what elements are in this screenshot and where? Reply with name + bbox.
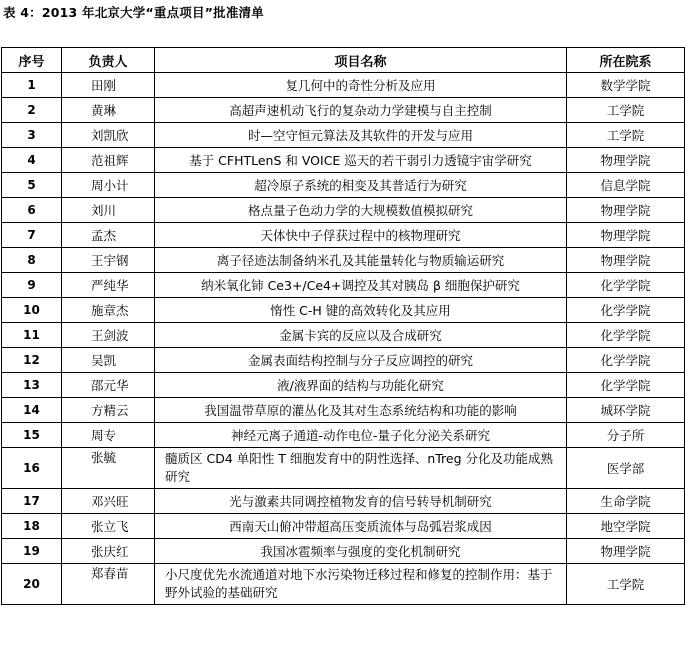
row-number: 6 [2,198,62,223]
table-row [2,564,685,605]
row-number: 3 [2,123,62,148]
row-leader: 张立飞 [62,514,155,539]
row-school: 分子所 [567,423,685,448]
approved-projects-table [1,47,685,605]
row-leader: 方精云 [62,398,155,423]
row-leader: 邓兴旺 [62,489,155,514]
table-row [2,173,685,198]
row-project-title: 金属表面结构控制与分子反应调控的研究 [155,348,567,373]
row-number: 5 [2,173,62,198]
row-school: 物理学院 [567,198,685,223]
row-project-title: 我国冰雹频率与强度的变化机制研究 [155,539,567,564]
row-school: 生命学院 [567,489,685,514]
row-project-title: 离子径迹法制备纳米孔及其能量转化与物质输运研究 [155,248,567,273]
row-number: 16 [2,448,62,489]
row-leader: 严纯华 [62,273,155,298]
row-school: 数学学院 [567,73,685,98]
row-leader: 田刚 [62,73,155,98]
row-number: 2 [2,98,62,123]
row-school: 物理学院 [567,148,685,173]
row-number: 19 [2,539,62,564]
row-project-title: 高超声速机动飞行的复杂动力学建模与自主控制 [155,98,567,123]
row-leader: 施章杰 [62,298,155,323]
row-school: 地空学院 [567,514,685,539]
row-number: 17 [2,489,62,514]
table-row [2,514,685,539]
row-number: 15 [2,423,62,448]
row-number: 12 [2,348,62,373]
row-project-title: 神经元离子通道-动作电位-量子化分泌关系研究 [155,423,567,448]
row-school: 物理学院 [567,539,685,564]
header-school: 所在院系 [567,48,685,73]
row-school: 工学院 [567,98,685,123]
table-body [2,73,685,605]
row-project-title: 金属卡宾的反应以及合成研究 [155,323,567,348]
row-leader: 邵元华 [62,373,155,398]
header-project-title: 项目名称 [155,48,567,73]
row-school: 信息学院 [567,173,685,198]
row-project-title: 时—空守恒元算法及其软件的开发与应用 [155,123,567,148]
row-school: 医学部 [567,448,685,489]
row-number: 8 [2,248,62,273]
header-leader: 负责人 [62,48,155,73]
row-school: 化学学院 [567,373,685,398]
row-number: 14 [2,398,62,423]
table-row [2,298,685,323]
row-project-title: 髓质区 CD4 单阳性 T 细胞发育中的阴性选择、nTreg 分化及功能成熟研究 [155,448,567,489]
row-school: 城环学院 [567,398,685,423]
row-number: 11 [2,323,62,348]
row-school: 物理学院 [567,223,685,248]
table-row [2,73,685,98]
row-school: 工学院 [567,123,685,148]
row-school: 化学学院 [567,348,685,373]
row-project-title: 液/液界面的结构与功能化研究 [155,373,567,398]
row-number: 7 [2,223,62,248]
row-number: 20 [2,564,62,605]
row-leader: 王剑波 [62,323,155,348]
row-leader: 张毓 [62,448,155,489]
row-project-title: 复几何中的奇性分析及应用 [155,73,567,98]
row-number: 18 [2,514,62,539]
table-row [2,323,685,348]
row-project-title: 纳米氧化铈 Ce3+/Ce4+调控及其对胰岛 β 细胞保护研究 [155,273,567,298]
row-leader: 刘川 [62,198,155,223]
row-project-title: 西南天山俯冲带超高压变质流体与岛弧岩浆成因 [155,514,567,539]
row-number: 1 [2,73,62,98]
row-leader: 郑春苗 [62,564,155,605]
row-school: 物理学院 [567,248,685,273]
table-row [2,248,685,273]
row-leader: 王宇钢 [62,248,155,273]
row-project-title: 我国温带草原的灌丛化及其对生态系统结构和功能的影响 [155,398,567,423]
table-row [2,489,685,514]
row-number: 10 [2,298,62,323]
row-project-title: 小尺度优先水流通道对地下水污染物迁移过程和修复的控制作用：基于野外试验的基础研究 [155,564,567,605]
table-row [2,373,685,398]
row-leader: 刘凯欣 [62,123,155,148]
table-row [2,348,685,373]
table-row [2,423,685,448]
row-number: 4 [2,148,62,173]
table-row [2,148,685,173]
row-leader: 孟杰 [62,223,155,248]
header-number: 序号 [2,48,62,73]
row-number: 9 [2,273,62,298]
table-row [2,398,685,423]
row-project-title: 超冷原子系统的相变及其普适行为研究 [155,173,567,198]
row-project-title: 天体快中子俘获过程中的核物理研究 [155,223,567,248]
row-project-title: 惰性 C-H 键的高效转化及其应用 [155,298,567,323]
table-row [2,123,685,148]
row-school: 工学院 [567,564,685,605]
table-row [2,448,685,489]
row-school: 化学学院 [567,298,685,323]
table-row [2,539,685,564]
row-leader: 吴凯 [62,348,155,373]
row-leader: 范祖辉 [62,148,155,173]
row-number: 13 [2,373,62,398]
row-project-title: 基于 CFHTLenS 和 VOICE 巡天的若干弱引力透镜宇宙学研究 [155,148,567,173]
row-leader: 周专 [62,423,155,448]
table-row [2,198,685,223]
row-leader: 周小计 [62,173,155,198]
row-school: 化学学院 [567,323,685,348]
table-row [2,273,685,298]
table-row [2,223,685,248]
table-header-row [2,48,685,73]
row-project-title: 格点量子色动力学的大规模数值模拟研究 [155,198,567,223]
row-leader: 张庆红 [62,539,155,564]
row-school: 化学学院 [567,273,685,298]
table-caption: 表 4：2013 年北京大学“重点项目”批准清单 [3,5,264,20]
row-project-title: 光与激素共同调控植物发育的信号转导机制研究 [155,489,567,514]
row-leader: 黄琳 [62,98,155,123]
table-row [2,98,685,123]
